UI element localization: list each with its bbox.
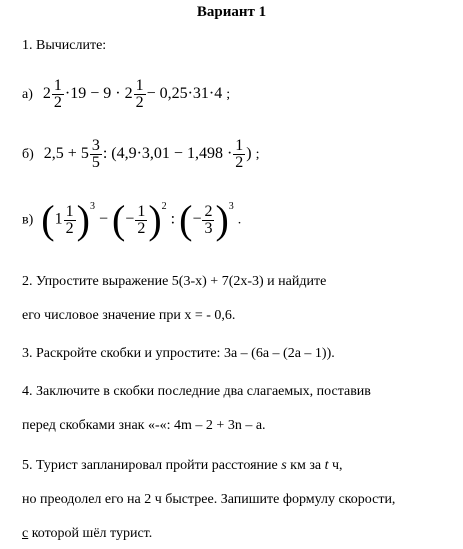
var-s: s bbox=[281, 458, 287, 473]
exponent: 3 bbox=[89, 201, 95, 213]
task3: 3. Раскройте скобки и упростите: 3а – (6а – (2а – 1)). bbox=[22, 346, 335, 361]
task5-line2: но преодолел его на 2 ч быстрее. Запишите формулу скорости, bbox=[22, 492, 396, 507]
fraction: $\frac{1}{2}$ bbox=[235, 137, 244, 171]
task5-line1: 5. Турист запланировал пройти расстояние s км за t ч, bbox=[22, 458, 343, 473]
task2-line2: его числовое значение при х = - 0,6. bbox=[22, 308, 236, 323]
var-t: t bbox=[324, 458, 329, 473]
page-title: Вариант 1 bbox=[196, 4, 267, 20]
task1-a-part1: ·19 − 9 · 2 bbox=[64, 85, 133, 103]
task1-a bbox=[22, 78, 230, 111]
task1-c-label: в) bbox=[22, 212, 34, 228]
task1-b-part3: ) bbox=[246, 145, 252, 163]
task1-a-part2: − 0,25·31·4 bbox=[146, 85, 223, 103]
task1-a-label: а) bbox=[22, 87, 33, 103]
task1-a-end: ; bbox=[226, 87, 231, 103]
fraction: $\frac{1}{2}$ bbox=[53, 77, 62, 111]
task4-line2: перед скобками знак «-«: 4m – 2 + 3n – a. bbox=[22, 418, 266, 433]
task4-line1: 4. Заключите в скобки последние два слагаемых, поставив bbox=[22, 384, 371, 399]
fraction: $\frac{1}{2}$ bbox=[135, 77, 144, 111]
exponent: 3 bbox=[228, 201, 234, 213]
task1-b-part1: 2,5 + 5 bbox=[43, 145, 89, 163]
fraction: $\frac{1}{2}$ bbox=[137, 202, 146, 237]
task2-line1: 2. Упростите выражение 5(3-х) + 7(2х-3) и найдите bbox=[22, 274, 327, 289]
task1-heading: 1. Вычислите: bbox=[22, 38, 107, 53]
fraction: $\frac{2}{3}$ bbox=[204, 202, 213, 237]
task1-c: в) (1 $\frac{1}{2}$ )$^3$ − (− $\frac{1}{2}$ )$^2$ : (− $\frac{2}{3}$ )$^3$ . bbox=[22, 197, 242, 242]
task1-b-part2: : (4,9·3,01 − 1,498 · bbox=[102, 145, 233, 163]
fraction: $\frac{3}{5}$ bbox=[91, 137, 100, 171]
task1-b-end: ; bbox=[255, 147, 260, 163]
task1-b bbox=[22, 138, 260, 171]
task1-b-label: б) bbox=[22, 147, 34, 163]
fraction: $\frac{1}{2}$ bbox=[65, 202, 74, 237]
task1-a-whole: 2 bbox=[42, 85, 51, 103]
exponent: 2 bbox=[161, 201, 167, 213]
task5-line3: с которой шёл турист. bbox=[22, 526, 153, 541]
